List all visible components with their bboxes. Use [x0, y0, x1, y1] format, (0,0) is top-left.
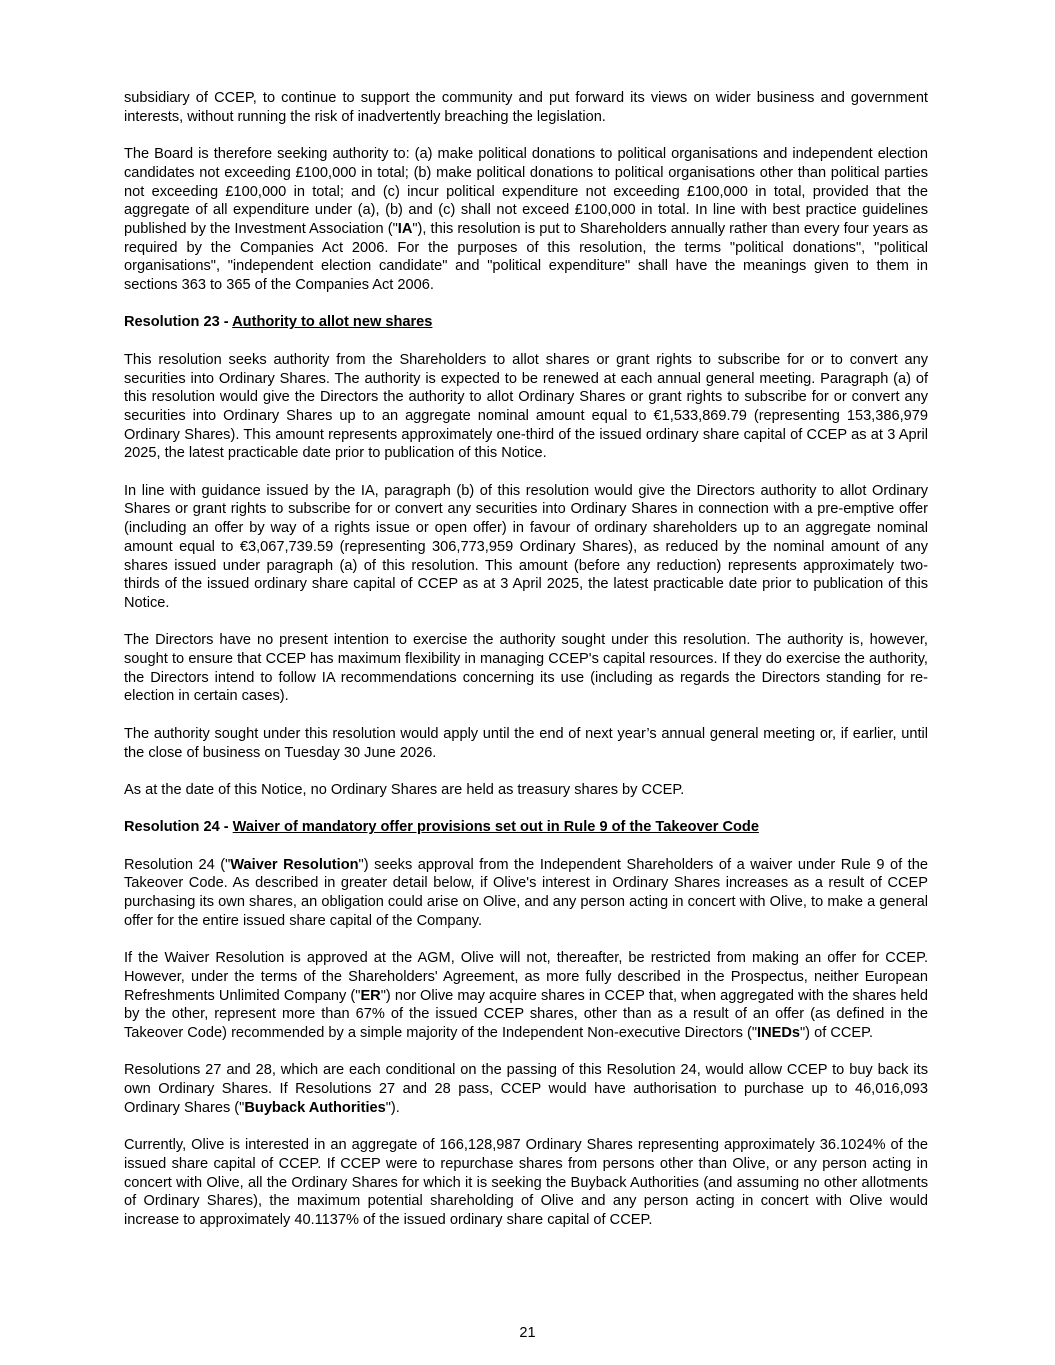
text-run: ") nor Olive may acquire shares in CCEP that, when aggregated with the shares held by the other, represent more than 67% of the issued CCEP shares, other than as a result of an offer (as defined in the Takeover Code) recommended by a simple majority of the Independent Non-executive Directors (" — [124, 987, 928, 1041]
heading-title: Waiver of mandatory offer provisions set out in Rule 9 of the Takeover Code — [232, 819, 759, 836]
paragraph-legislation-context: subsidiary of CCEP, to continue to support the community and put forward its views on wider business and government interests, without running the risk of inadvertently breaching the legislation. — [124, 90, 928, 125]
text-run: If the Waiver Resolution is approved at the AGM, Olive will not, thereafter, be restricted from making an offer for CCEP. However, under the terms of the Shareholders' Agreement, as more fully described in the Prospectus, neither European Refreshments Unlimited Company (" — [124, 950, 928, 1004]
document-body — [124, 89, 928, 1248]
paragraph-political-donations — [124, 145, 928, 295]
text-run: "), this resolution is put to Shareholders annually rather than every four years as required by the Companies Act 2006. For the purposes of this resolution, the terms "political donations", "political organisations", "independent election candidate" and "political expenditure" shall have the meanings given to them in sections 363 to 365 of the Companies Act 2006. — [124, 220, 928, 294]
paragraph-r23-authority: This resolution seeks authority from the Shareholders to allot shares or grant rights to subscribe for or to convert any securities into Ordinary Shares. The authority is expected to be renewed at each annual general meeting. Paragraph (a) of this resolution would give the Directors the authority to allot Ordinary Shares or grant rights to subscribe for or convert any securities into Ordinary Shares up to an aggregate nominal amount equal to €1,533,869.79 (representing 153,386,979 Ordinary Shares). This amount represents approximately one-third of the issued ordinary share capital of CCEP as at 3 April 2025, the latest practicable date prior to publication of this Notice. — [124, 351, 928, 462]
defined-term-buyback-authorities: Buyback Authorities — [244, 1099, 386, 1116]
defined-term-er: ER — [360, 987, 381, 1004]
text-run: ") of CCEP. — [800, 1025, 874, 1041]
paragraph-r23-duration: The authority sought under this resolution would apply until the end of next year’s annual general meeting or, if earlier, until the close of business on Tuesday 30 June 2026. — [124, 725, 928, 761]
paragraph-r24-agreement — [124, 949, 928, 1043]
defined-term-ia: IA — [397, 220, 413, 237]
heading-prefix: Resolution 24 - — [124, 819, 233, 836]
text-run: ") seeks approval from the Independent Shareholders of a waiver under Rule 9 of the Takeover Code. As described in greater detail below, if Olive's interest in Ordinary Shares increases as a result of CCEP purchasing its own shares, an obligation could arise on Olive, and any person acting in concert with Olive, to make a general offer for the entire issued share capital of the Company. — [124, 856, 928, 929]
text-run: Resolution 24 (" — [124, 856, 231, 873]
paragraph-r24-waiver — [124, 856, 928, 931]
heading-prefix: Resolution 23 - — [124, 314, 233, 331]
paragraph-r23-treasury: As at the date of this Notice, no Ordinary Shares are held as treasury shares by CCEP. — [124, 781, 685, 798]
defined-term-waiver-resolution: Waiver Resolution — [230, 856, 359, 873]
text-run: "). — [385, 1099, 400, 1116]
heading-title: Authority to allot new shares — [232, 314, 433, 331]
page-number: 21 — [519, 1325, 536, 1341]
text-run: The Board is therefore seeking authority to: (a) make political donations to political organisations and independent election candidates not exceeding £100,000 in total; (b) make political donations to political organisations other than political parties not exceeding £100,000 in total; and (c) incur political expenditure not exceeding £100,000 in total, provided that the aggregate of all expenditure under (a), (b) and (c) shall not exceed £100,000 in total. In line with best practice guidelines published by the Investment Association (" — [124, 146, 928, 237]
text-run: Resolutions 27 and 28, which are each conditional on the passing of this Resolution 24, would allow CCEP to buy back its own Ordinary Shares. If Resolutions 27 and 28 pass, CCEP would have authorisation to purchase up to 46,016,093 Ordinary Shares (" — [124, 1062, 928, 1116]
paragraph-r23-preemptive: In line with guidance issued by the IA, paragraph (b) of this resolution would give the Directors authority to allot Ordinary Shares or grant rights to subscribe for or convert any securities into Ordinary Shares in connection with a pre-emptive offer (including an offer by way of a rights issue or open offer) in favour of ordinary shareholders up to an aggregate nominal amount equal to €3,067,739.59 (representing 306,773,959 Ordinary Shares), as reduced by the nominal amount of any shares issued under paragraph (a) of this resolution. This amount (before any reduction) represents approximately two-thirds of the issued ordinary share capital of CCEP as at 3 April 2025, the latest practicable date prior to publication of this Notice. — [124, 482, 928, 611]
paragraph-r23-intention: The Directors have no present intention to exercise the authority sought under this resolution. The authority is, however, sought to ensure that CCEP has maximum flexibility in managing CCEP's capital resources. If they do exercise the authority, the Directors intend to follow IA recommendations concerning its use (including as regards the Directors standing for re-election in certain cases). — [124, 632, 928, 705]
heading-resolution-24 — [124, 818, 928, 837]
paragraph-r24-buyback — [124, 1061, 928, 1117]
paragraph-r24-olive-interest: Currently, Olive is interested in an aggregate of 166,128,987 Ordinary Shares representing approximately 36.1024% of the issued share capital of CCEP. If CCEP were to repurchase shares from persons other than Olive, or any person acting in concert with Olive, all the Ordinary Shares for which it is seeking the Buyback Authorities (and assuming no other allotments of Ordinary Shares), the maximum potential shareholding of Olive and any person acting in concert with Olive would increase to approximately 40.1137% of the issued ordinary share capital of CCEP. — [124, 1137, 928, 1228]
heading-resolution-23 — [124, 313, 928, 332]
defined-term-ineds: INEDs — [757, 1025, 800, 1041]
